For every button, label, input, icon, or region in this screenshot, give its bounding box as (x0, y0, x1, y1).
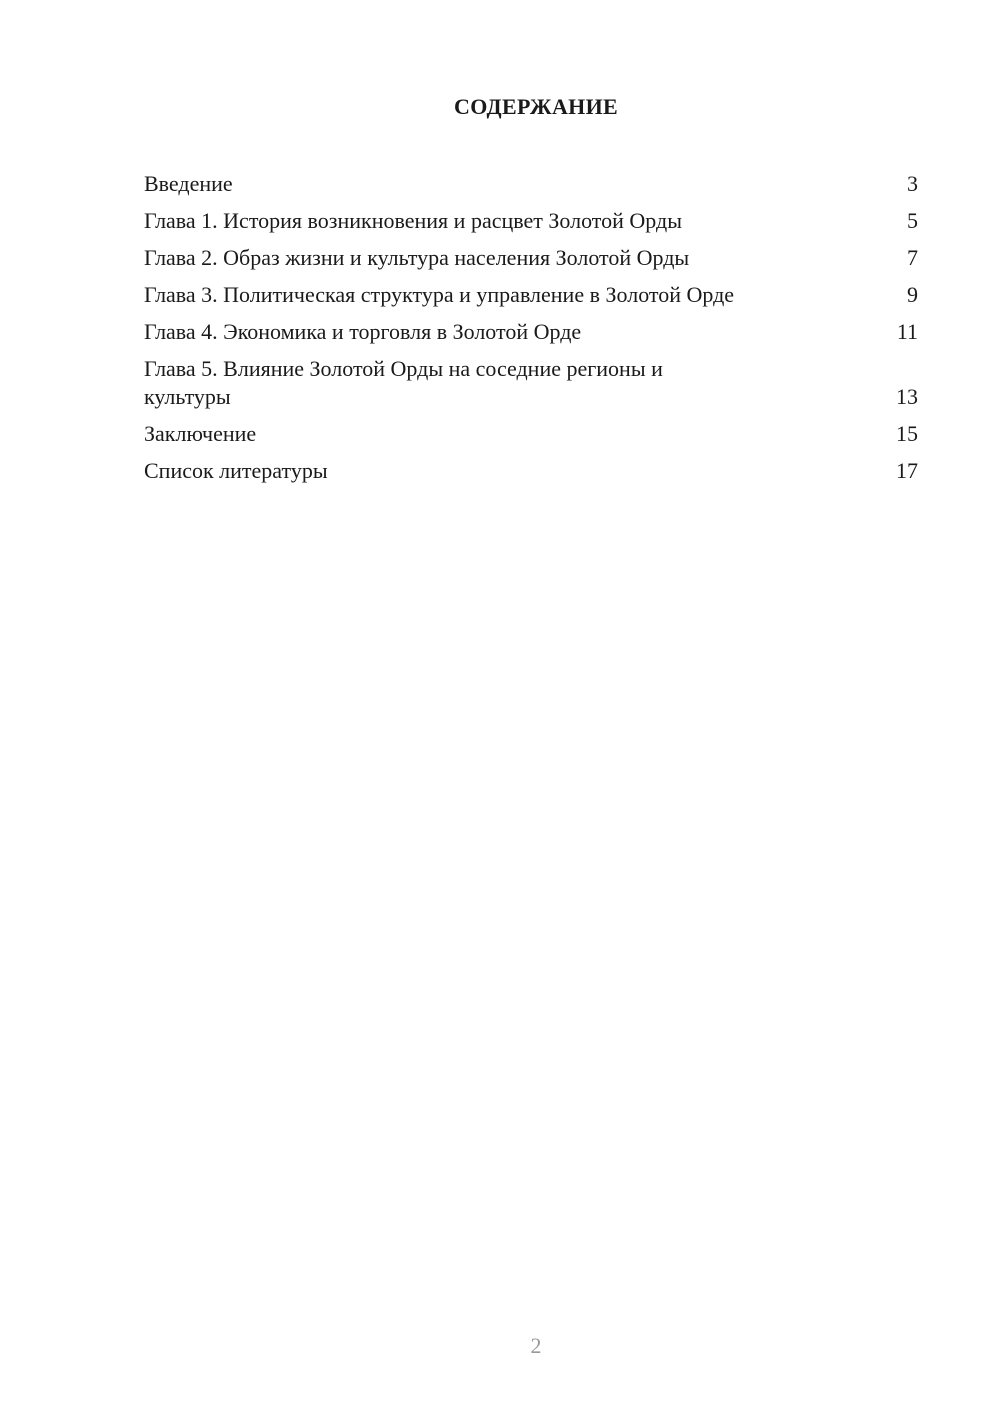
toc-entry-chapter-4[interactable] (144, 318, 918, 346)
toc-entry-title: Глава 1. История возникновения и расцвет Золотой Орды (144, 208, 682, 233)
toc-heading: СОДЕРЖАНИЕ (454, 94, 618, 119)
table-of-contents (144, 170, 918, 494)
toc-entry-title: Список литературы (144, 458, 328, 483)
toc-entry-page: 15 (896, 421, 918, 446)
toc-entry-references[interactable] (144, 457, 918, 485)
toc-entry-page: 11 (896, 319, 918, 344)
toc-entry-introduction[interactable] (144, 170, 918, 198)
toc-entry-page: 5 (907, 208, 918, 233)
toc-entry-page: 7 (907, 245, 918, 270)
toc-entry-title: Введение (144, 171, 233, 196)
toc-entry-chapter-3[interactable] (144, 281, 918, 309)
toc-entry-title: Глава 2. Образ жизни и культура населения Золотой Орды (144, 245, 690, 270)
toc-entry-page: 17 (896, 458, 918, 483)
toc-entry-page: 13 (896, 384, 918, 409)
toc-entry-title: Заключение (144, 421, 257, 446)
toc-entry-title: Глава 4. Экономика и торговля в Золотой Орде (144, 319, 582, 344)
page-number: 2 (530, 1333, 542, 1358)
toc-entry-page: 9 (907, 282, 918, 307)
toc-entry-title: Глава 3. Политическая структура и управление в Золотой Орде (144, 282, 735, 307)
toc-entry-title: Глава 5. Влияние Золотой Орды на соседние регионы и культуры (144, 356, 663, 409)
toc-entry-page: 3 (907, 171, 918, 196)
toc-entry-chapter-2[interactable] (144, 244, 918, 272)
toc-entry-conclusion[interactable] (144, 420, 918, 448)
toc-entry-chapter-5[interactable] (144, 355, 918, 411)
toc-entry-chapter-1[interactable] (144, 207, 918, 235)
